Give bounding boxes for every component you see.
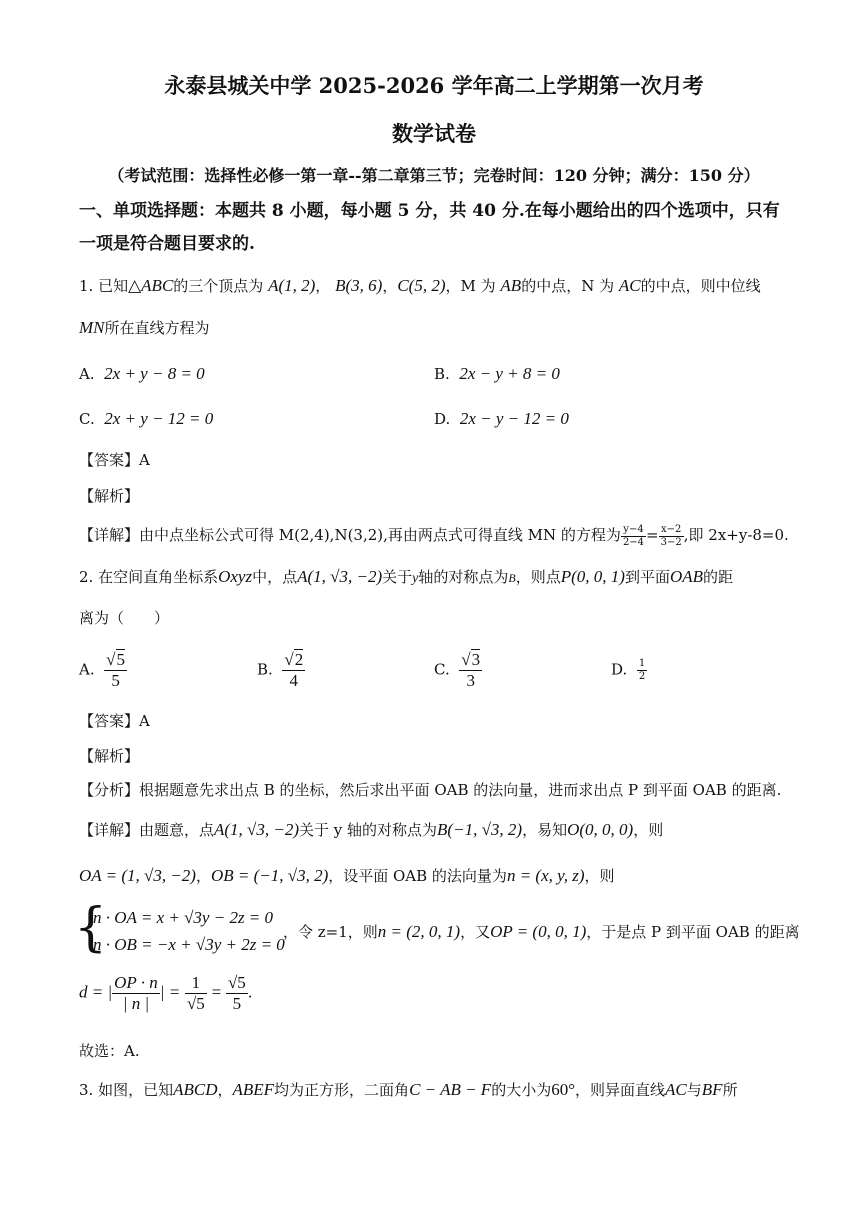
q2-detail-line2: OA = (1, √3, −2)，OB = (−1, √3, 2)，设平面 OAB 的法向量为n = (x, y, z)，则 — [79, 866, 615, 885]
q1-sep: ， — [382, 277, 398, 295]
fraction: $\frac{1}{√5}$ — [186, 973, 205, 1013]
q1-stem-line1 — [79, 276, 761, 296]
q2-option-c: C. $\frac{√3}{3}$ — [434, 650, 481, 690]
fraction: $\frac{1}{2}$ — [638, 658, 646, 682]
q1-option-a: A. 2x + y − 8 = 0 — [79, 364, 205, 383]
exam-title: 永泰县城关中学 2025-2026 学年高二上学期第一次月考 — [164, 73, 704, 98]
q2-option-a: A. $\frac{√5}{5}$ — [79, 650, 125, 690]
q2-distance-formula: d = | $\frac{OP \cdot n}{| n |}$ | = $\frac{1}{√5}$ = $\frac{√5}{5}$ . — [79, 973, 253, 1013]
left-brace: { — [74, 898, 108, 958]
q2-system-eq1: n · OA = x + √3y − 2z = 0 — [93, 908, 274, 927]
q2-detail-line3: ，令 z=1，则n = (2, 0, 1)，又OP = (0, 0, 1)，于是点 P 到平面 OAB 的距离 — [283, 922, 800, 941]
q1-text: 的中点，N 为 — [521, 277, 615, 295]
section-heading-line1: 一、单项选择题：本题共 8 小题，每小题 5 分，共 40 分.在每小题给出的四个选项中，只有 — [79, 201, 780, 221]
q1-text: ，M 为 — [445, 277, 496, 295]
section-heading-line2: 一项是符合题目要求的. — [79, 234, 255, 254]
q2-conclusion: 故选：A. — [79, 1042, 140, 1060]
q1-option-b: B. 2x − y + 8 = 0 — [434, 364, 560, 383]
q2-fenxi: 【分析】根据题意先求出点 B 的坐标，然后求出平面 OAB 的法向量，进而求出点 P 到平面 OAB 的距离. — [79, 781, 782, 799]
q2-coordinate-system: Oxyz — [218, 567, 253, 586]
fraction: $\frac{y-4}{2-4}$ — [622, 523, 645, 548]
q1-segment-ab: AB — [500, 276, 522, 295]
q2-system-eq2: n · OB = −x + √3y + 2z = 0 — [93, 935, 285, 954]
q1-option-c: C. 2x + y − 12 = 0 — [79, 409, 214, 428]
q2-stem-line1: 2. 在空间直角坐标系Oxyz中，点A(1, √3, −2)关于y轴的对称点为B，则点P(0, 0, 1)到平面OAB的距 — [79, 567, 734, 586]
fraction: $\frac{√2}{4}$ — [284, 650, 304, 690]
exam-scope: （考试范围：选择性必修一第一章--第二章第三节；完卷时间：120 分钟；满分：150 分） — [108, 166, 760, 185]
q2-plane-oab: OAB — [669, 567, 703, 586]
q1-point-a: A(1, 2) — [268, 276, 316, 295]
q1-sep: ， — [315, 277, 331, 295]
q1-text: 的三个顶点为 — [173, 277, 264, 295]
q2-stem-line2: 离为（ ） — [79, 609, 170, 627]
exam-subtitle: 数学试卷 — [392, 121, 476, 146]
fraction: $\frac{√5}{5}$ — [227, 973, 246, 1013]
q2-point-p: P(0, 0, 1) — [560, 567, 625, 586]
q1-triangle-name: ABC — [141, 276, 174, 295]
q1-point-c: C(5, 2) — [397, 276, 446, 295]
q1-stem-line2 — [79, 318, 210, 338]
q1-segment-mn: MN — [79, 318, 105, 337]
triangle-symbol: △ — [128, 276, 142, 295]
q1-text: 所在直线方程为 — [104, 319, 210, 337]
q2-analysis: 【解析】 — [79, 747, 140, 765]
q3-stem-line1: 3. 如图，已知ABCD，ABEF均为正方形，二面角C − AB − F的大小为60°，则异面直线AC与BF所 — [79, 1080, 738, 1099]
q1-option-d: D. 2x − y − 12 = 0 — [434, 409, 569, 428]
q1-lead: 1. 已知 — [79, 277, 129, 295]
fraction: $\frac{OP \cdot n}{| n |}$ — [114, 973, 158, 1013]
q2-answer: 【答案】A — [79, 712, 150, 730]
q2-option-b: B. $\frac{√2}{4}$ — [257, 650, 304, 690]
fraction: $\frac{√5}{5}$ — [106, 650, 125, 690]
q1-analysis: 【解析】 — [79, 487, 140, 505]
q1-text: 的中点，则中位线 — [640, 277, 761, 295]
q1-point-b: B(3, 6) — [335, 276, 383, 295]
q1-segment-ac: AC — [618, 276, 641, 295]
fraction: $\frac{x-2}{3-2}$ — [660, 523, 682, 548]
fraction: $\frac{√3}{3}$ — [461, 650, 481, 690]
q1-detail: 【详解】由中点坐标公式可得 M(2,4),N(3,2),再由两点式可得直线 MN 的方程为 $\frac{y-4}{2-4}$ = $\frac{x-2}{3-2}$ ,即 2x+y-8=0. — [79, 523, 789, 548]
q1-answer: 【答案】A — [79, 451, 150, 469]
q2-point-a: A(1, √3, −2) — [297, 567, 383, 586]
q2-option-d: D. $\frac{1}{2}$ — [611, 658, 646, 682]
q2-detail-line1: 【详解】由题意，点A(1, √3, −2)关于 y 轴的对称点为B(−1, √3, 2)，易知O(0, 0, 0)，则 — [79, 820, 664, 839]
